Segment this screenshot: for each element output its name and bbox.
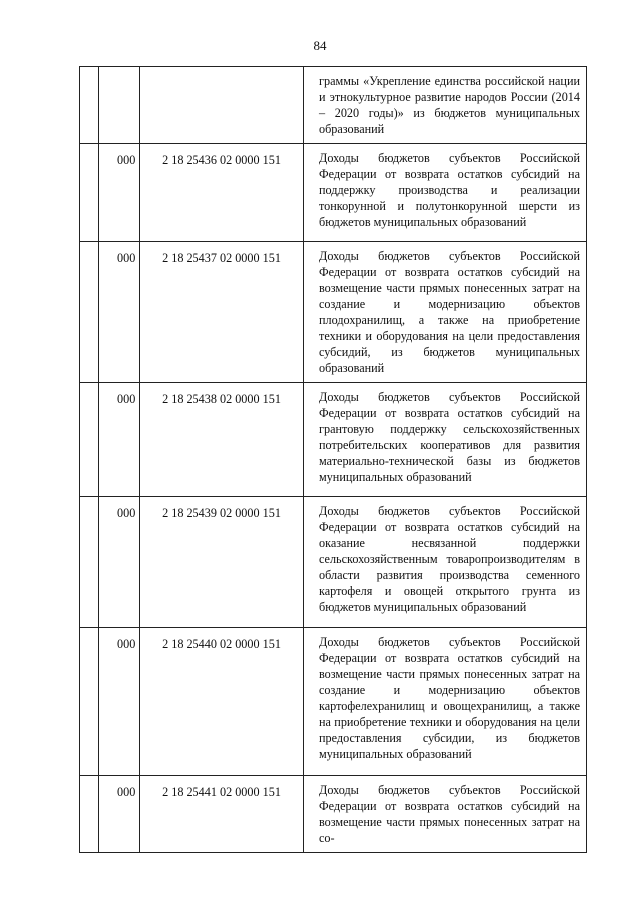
- blank-cell: [80, 628, 99, 776]
- blank-cell: [80, 242, 99, 383]
- budget-code-cell: 2 18 25437 02 0000 151: [140, 242, 304, 383]
- blank-cell: [80, 144, 99, 242]
- blank-cell: [80, 776, 99, 853]
- budget-code-cell: 2 18 25440 02 0000 151: [140, 628, 304, 776]
- budget-code-cell: 2 18 25436 02 0000 151: [140, 144, 304, 242]
- admin-code-cell: 000: [99, 383, 140, 497]
- budget-code-cell: 2 18 25438 02 0000 151: [140, 383, 304, 497]
- admin-code-cell: [99, 67, 140, 144]
- page-number: 84: [313, 38, 327, 53]
- description-cell: Доходы бюджетов субъектов Российской Федерации от возврата остатков субсидий на грантовую поддержку сельскохозяйственных потребительских кооперативов для развития материально-технической базы из бюджетов муниципальных образований: [304, 383, 587, 497]
- description-cell: Доходы бюджетов субъектов Российской Федерации от возврата остатков субсидий на возмещение части прямых понесенных затрат на со-: [304, 776, 587, 853]
- admin-code-cell: 000: [99, 497, 140, 628]
- table-row: [80, 242, 587, 383]
- blank-cell: [80, 497, 99, 628]
- admin-code-cell: 000: [99, 776, 140, 853]
- blank-cell: [80, 67, 99, 144]
- admin-code-cell: 000: [99, 242, 140, 383]
- table-row: [80, 144, 587, 242]
- admin-code-cell: 000: [99, 628, 140, 776]
- table-row: [80, 67, 587, 144]
- description-cell: Доходы бюджетов субъектов Российской Федерации от возврата остатков субсидий на возмещение части прямых понесенных затрат на создание и модернизацию объектов плодохранилищ, а также на приобретение техники и оборудования на цели предоставления субсидий, из бюджетов муниципальных образований: [304, 242, 587, 383]
- description-cell: Доходы бюджетов субъектов Российской Федерации от возврата остатков субсидий на возмещение части прямых понесенных затрат на создание и модернизацию объектов картофелехранилищ и овощехранилищ, а также на приобретение техники и оборудования на цели предоставления субсидии, из бюджетов муниципальных образований: [304, 628, 587, 776]
- table-row: [80, 776, 587, 853]
- admin-code-cell: 000: [99, 144, 140, 242]
- blank-cell: [80, 383, 99, 497]
- description-cell: Доходы бюджетов субъектов Российской Федерации от возврата остатков субсидий на оказание несвязанной поддержки сельскохозяйственным товаропроизводителям в области развития производства семенного картофеля и овощей открытого грунта из бюджетов муниципальных образований: [304, 497, 587, 628]
- table-row: [80, 628, 587, 776]
- budget-code-cell: [140, 67, 304, 144]
- table-row: [80, 383, 587, 497]
- description-cell: граммы «Укрепление единства российской нации и этнокультурное развитие народов России (2014 – 2020 годы)» из бюджетов муниципальных образований: [304, 67, 587, 144]
- table-row: [80, 497, 587, 628]
- description-cell: Доходы бюджетов субъектов Российской Федерации от возврата остатков субсидий на поддержку производства и реализации тонкорунной и полутонкорунной шерсти из бюджетов муниципальных образований: [304, 144, 587, 242]
- budget-code-cell: 2 18 25441 02 0000 151: [140, 776, 304, 853]
- budget-classification-table: [79, 66, 587, 853]
- budget-code-cell: 2 18 25439 02 0000 151: [140, 497, 304, 628]
